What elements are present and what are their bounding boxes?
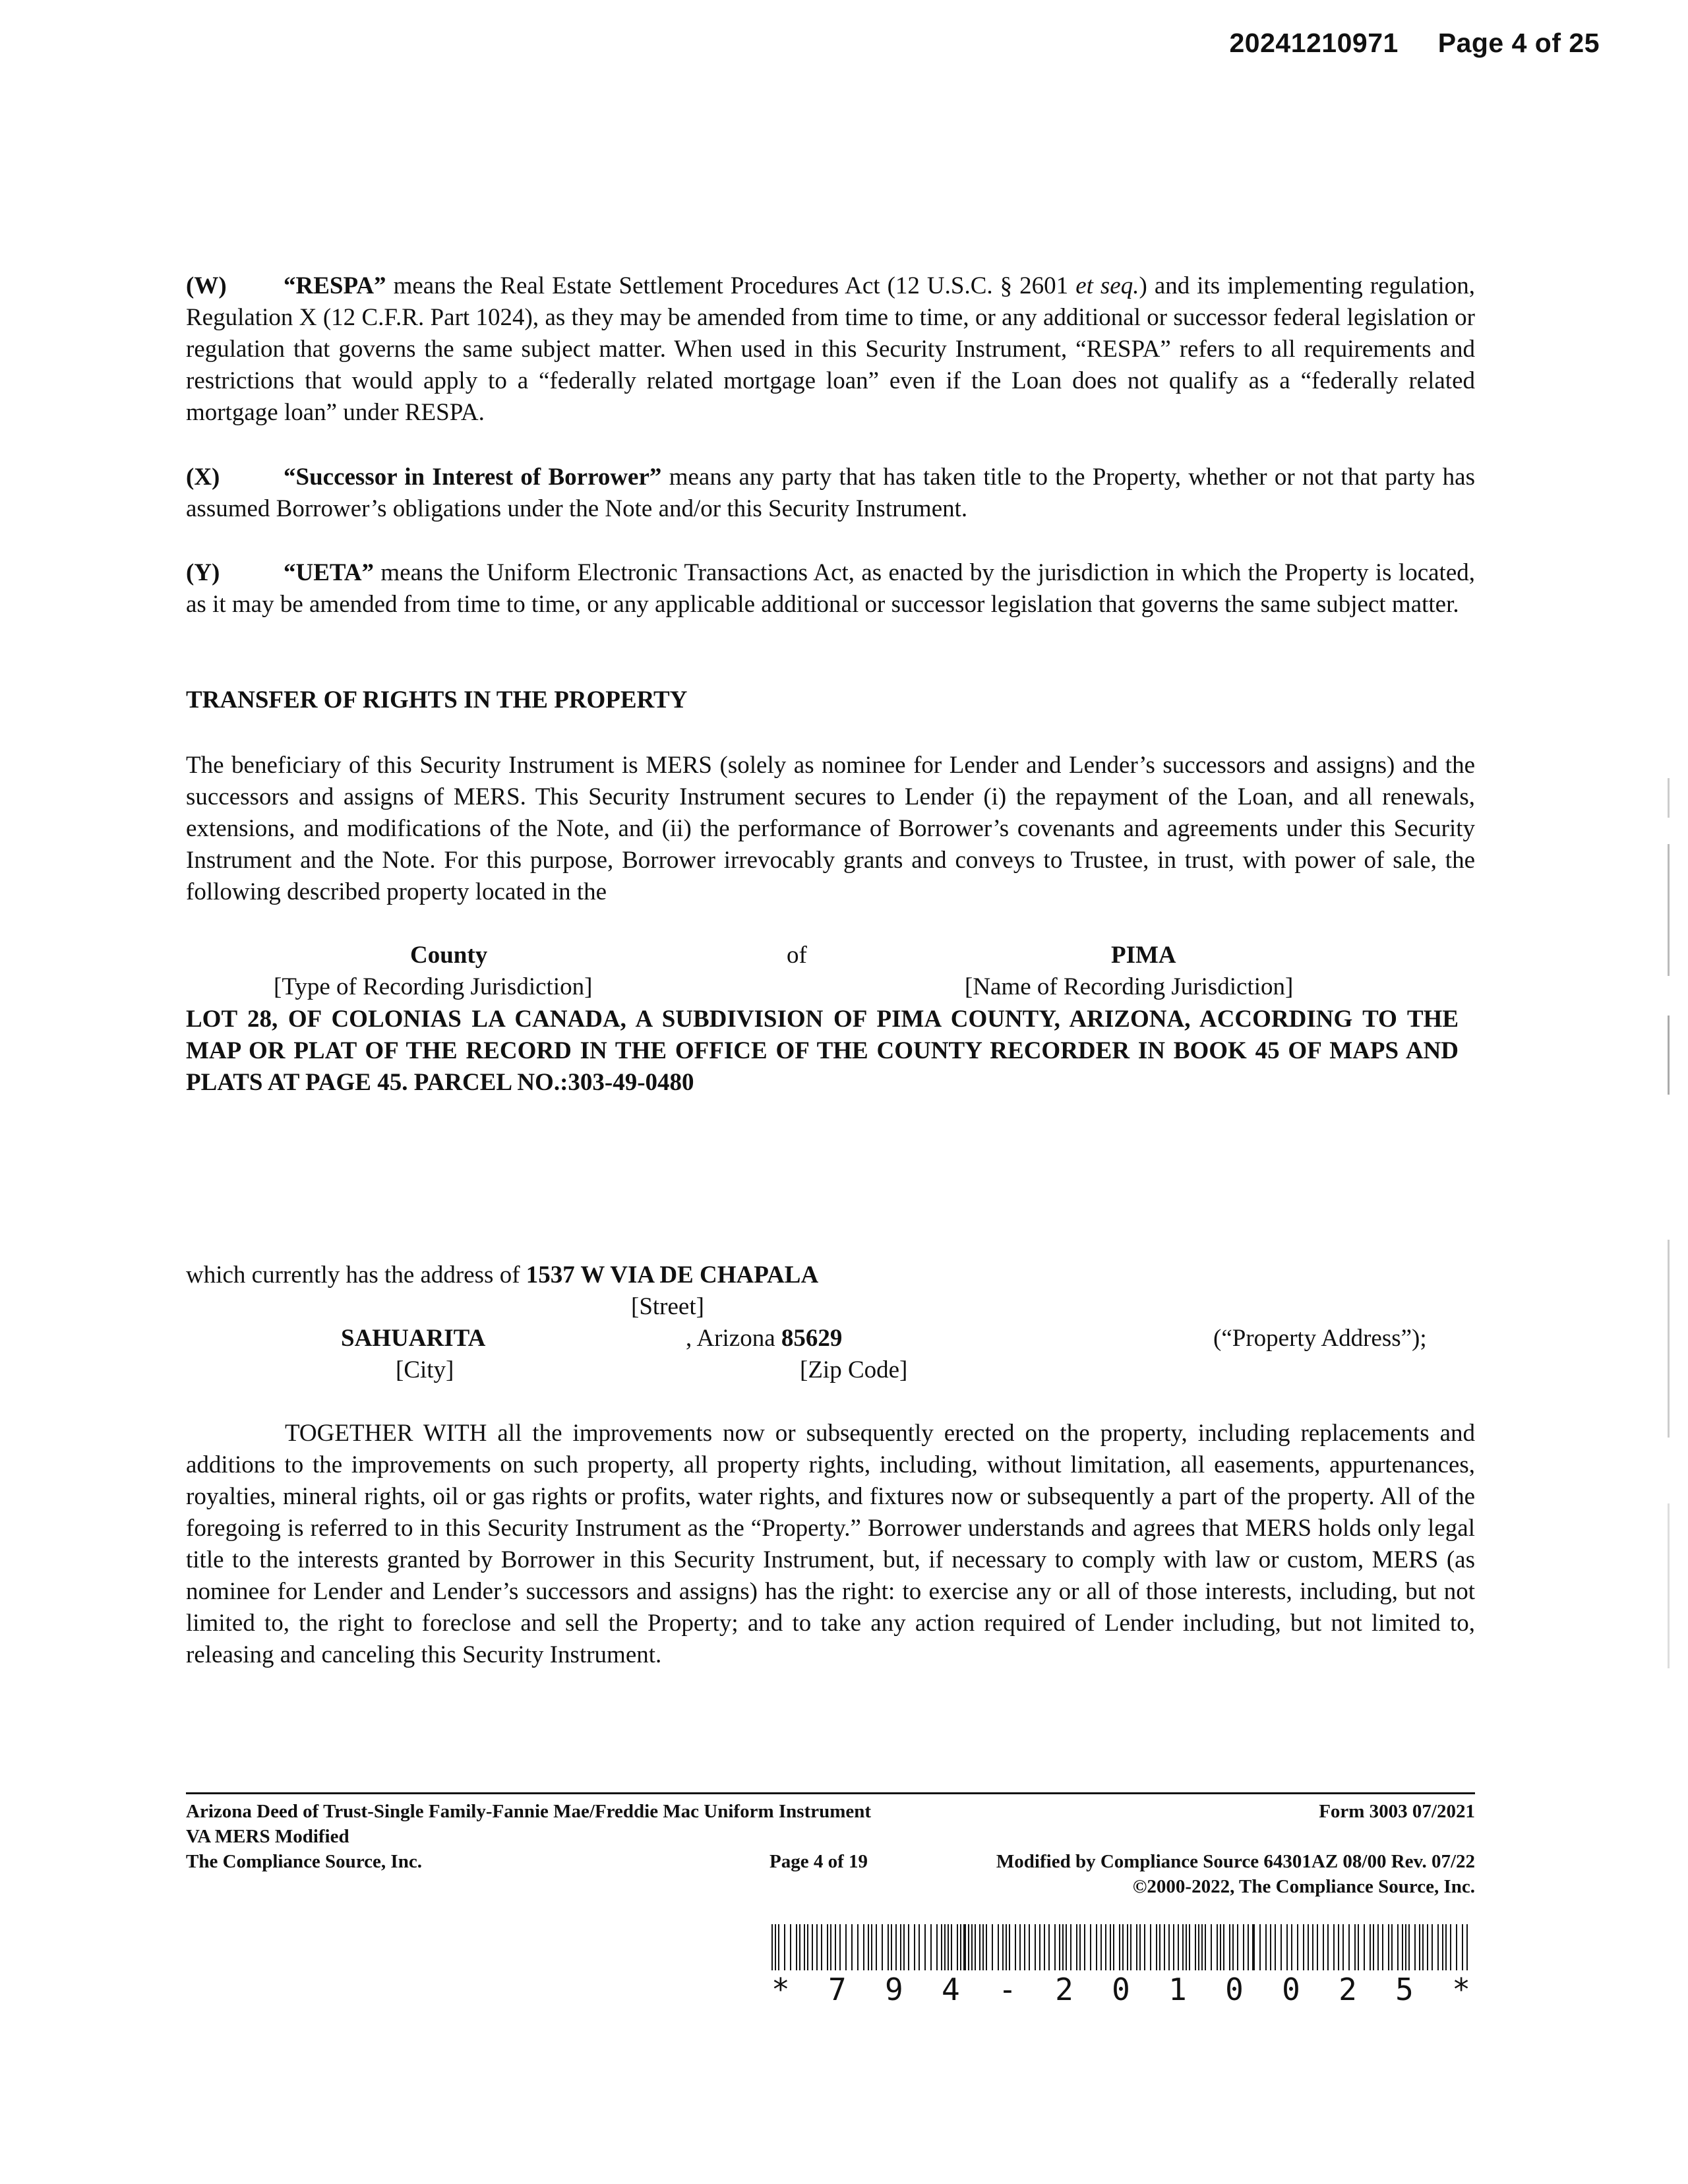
barcode-bar: [1054, 1924, 1056, 1970]
barcode-bar: [1445, 1924, 1447, 1970]
barcode-bar: [1450, 1924, 1451, 1970]
barcode-bar: [835, 1924, 836, 1970]
footer-publisher: The Compliance Source, Inc.: [186, 1851, 422, 1872]
barcode-bar: [827, 1924, 828, 1970]
barcode-bar: [1333, 1924, 1335, 1970]
barcode-bar: [1195, 1924, 1196, 1970]
barcode-bar: [1035, 1924, 1036, 1970]
barcode-bar: [1442, 1924, 1443, 1970]
barcode-bar: [1414, 1924, 1416, 1970]
barcode-bar: [1096, 1924, 1097, 1970]
barcode-bar: [986, 1924, 987, 1970]
barcode-bar: [1100, 1924, 1102, 1970]
barcode-char: 0: [1112, 1972, 1130, 2007]
barcode-bar: [1237, 1924, 1238, 1970]
barcode-bar: [960, 1924, 961, 1970]
barcode-bar: [908, 1924, 909, 1970]
barcode-char: -: [998, 1972, 1017, 2007]
barcode-bar: [1189, 1924, 1190, 1970]
barcode-bar: [1024, 1924, 1025, 1970]
transfer-paragraph: The beneficiary of this Security Instrument is MERS (solely as nominee for Lender and Lender’s successors and assigns) and the successors and assigns of MERS. This Security Instrument secures to Lender (i) the repayment of the Loan, and all renewals, extensions, and modifications of the Note, and (ii) the performance of Borrower’s covenants and agreements under this Security Instrument and the Note. For this purpose, Borrower irrevocably grants and conveys to Trustee, in trust, with power of sale, the following described property located in the: [186, 752, 1475, 905]
barcode-bar: [975, 1924, 976, 1970]
city-value: SAHUARITA: [341, 1325, 486, 1352]
definition-tag: (Y): [186, 559, 220, 586]
barcode-bar: [821, 1924, 822, 1970]
barcode-bar: [998, 1924, 999, 1970]
definition-term: “Successor in Interest of Borrower”: [284, 464, 662, 491]
barcode-bar: [1059, 1924, 1060, 1970]
barcode-bar: [1211, 1924, 1212, 1970]
state-zip: [686, 1323, 842, 1354]
footer-form-number: Form 3003 07/2021: [1319, 1801, 1475, 1822]
barcode-bar: [1377, 1924, 1379, 1970]
barcode-bar: [1168, 1924, 1170, 1970]
jurisdiction-name-caption: [Name of Recording Jurisdiction]: [965, 973, 1294, 1000]
barcode-bar: [979, 1924, 980, 1970]
zip-caption: [Zip Code]: [800, 1356, 908, 1383]
jurisdiction-of: of: [787, 942, 807, 969]
barcode-bar: [1422, 1924, 1424, 1970]
barcode-char: 5: [1395, 1972, 1414, 2007]
barcode-bar: [1297, 1924, 1298, 1970]
footer-divider: [186, 1792, 1475, 1794]
page-label: Page 4 of 25: [1437, 28, 1600, 58]
barcode-bar: [1437, 1924, 1439, 1970]
barcode-bar: [1402, 1924, 1403, 1970]
barcode-bar: [771, 1924, 773, 1970]
barcode-bar: [1323, 1924, 1324, 1970]
barcode-bar: [930, 1924, 932, 1970]
barcode-bar: [1466, 1924, 1468, 1970]
barcode-bar: [1391, 1924, 1393, 1970]
barcode-bar: [1090, 1924, 1091, 1970]
footer-page-of: Page 4 of 19: [769, 1851, 868, 1872]
barcode-bar: [1382, 1924, 1383, 1970]
barcode-bar: [1427, 1924, 1428, 1970]
barcode-bar: [1229, 1924, 1230, 1970]
barcode-bar: [845, 1924, 847, 1970]
definition-y: [186, 557, 1475, 621]
barcode-bar: [941, 1924, 942, 1970]
barcode-bar: [1070, 1924, 1071, 1970]
barcode-bar: [1373, 1924, 1374, 1970]
barcode-bar: [1286, 1924, 1288, 1970]
barcode-char: 2: [1339, 1972, 1357, 2007]
document-number: 20241210971: [1229, 28, 1399, 58]
barcode-bar: [876, 1924, 877, 1970]
barcode-bar: [895, 1924, 897, 1970]
barcode-bar: [1303, 1924, 1304, 1970]
barcode-bar: [1015, 1924, 1016, 1970]
definition-text: means the Real Estate Settlement Procedures Act (12 U.S.C. § 2601: [386, 272, 1076, 299]
barcode-char: 1: [1168, 1972, 1187, 2007]
barcode-char: 7: [828, 1972, 847, 2007]
barcode-bar: [1079, 1924, 1081, 1970]
barcode-bar: [1397, 1924, 1399, 1970]
footer-modified-by: Modified by Compliance Source 64301AZ 08/00 Rev. 07/22: [996, 1851, 1475, 1872]
barcode-bar: [948, 1924, 949, 1970]
barcode-bar: [914, 1924, 915, 1970]
barcode-bar: [1338, 1924, 1339, 1970]
barcode-bar: [1358, 1924, 1359, 1970]
barcode-bar: [1327, 1924, 1329, 1970]
barcode-bar: [1270, 1924, 1271, 1970]
barcode-bar: [1252, 1924, 1255, 1970]
barcode-bar: [1432, 1924, 1433, 1970]
page-header: [1229, 28, 1600, 59]
barcode-bar: [1182, 1924, 1184, 1970]
barcode-bar: [863, 1924, 864, 1970]
barcode-bar: [1084, 1924, 1085, 1970]
barcode-bar: [1105, 1924, 1106, 1970]
barcode-bar: [992, 1924, 993, 1970]
barcode-bar: [812, 1924, 813, 1970]
barcode-bar: [924, 1924, 926, 1970]
barcode-bar: [1009, 1924, 1010, 1970]
barcode-char: 4: [942, 1972, 960, 2007]
barcode-caption: [771, 1972, 1470, 2007]
barcode-bar: [775, 1924, 776, 1970]
barcode-bar: [1364, 1924, 1365, 1970]
barcode-bar: [1259, 1924, 1261, 1970]
barcode-char: 0: [1225, 1972, 1244, 2007]
barcode-bar: [1370, 1924, 1371, 1970]
definition-text: means the Uniform Electronic Transactions Act, as enacted by the jurisdiction in which the Property is located, as it may be amended from time to time, or any applicable additional or successor legislation that governs the same subject matter.: [186, 559, 1475, 618]
barcode-bar: [868, 1924, 869, 1970]
barcode-bar: [830, 1924, 831, 1970]
barcode-bar: [1348, 1924, 1350, 1970]
definition-italic: et seq.: [1075, 272, 1139, 299]
barcode-bar: [1150, 1924, 1151, 1970]
barcode-bar: [839, 1924, 841, 1970]
barcode-bar: [1232, 1924, 1234, 1970]
jurisdiction-type-caption: [Type of Recording Jurisdiction]: [274, 973, 593, 1000]
barcode-char: 2: [1055, 1972, 1073, 2007]
barcode-bar: [784, 1924, 785, 1970]
barcode-bar: [888, 1924, 889, 1970]
barcode-bar: [1291, 1924, 1292, 1970]
barcode-bar: [1164, 1924, 1165, 1970]
section-heading: TRANSFER OF RIGHTS IN THE PROPERTY: [186, 686, 688, 713]
property-address-label: (“Property Address”);: [1213, 1325, 1427, 1352]
barcode-bar: [1019, 1924, 1021, 1970]
barcode-bar: [936, 1924, 938, 1970]
barcode-bar: [982, 1924, 984, 1970]
barcode-bar: [796, 1924, 797, 1970]
barcode-bar: [1006, 1924, 1007, 1970]
barcode-bar: [1076, 1924, 1077, 1970]
barcode-bar: [1275, 1924, 1276, 1970]
definition-term: “RESPA”: [284, 272, 386, 299]
barcode-bar: [1354, 1924, 1356, 1970]
barcode-bar: [1173, 1924, 1174, 1970]
barcode-bar: [971, 1924, 973, 1970]
barcode-bar: [1205, 1924, 1206, 1970]
street-value: 1537 W VIA DE CHAPALA: [526, 1261, 819, 1289]
barcode-bar: [1317, 1924, 1318, 1970]
barcode-bar: [1462, 1924, 1463, 1970]
barcode-bar: [1220, 1924, 1221, 1970]
together-with-paragraph: TOGETHER WITH all the improvements now or subsequently erected on the property, including replacements and additions to the improvements on such property, all property rights, including, without limitation, all easements, appurtenances, royalties, mineral rights, oil or gas rights or profits, water rights, and fixtures now or subsequently a part of the property. All of the foregoing is referred to in this Security Instrument as the “Property.” Borrower understands and agrees that MERS holds only legal title to the interests granted by Borrower in this Security Instrument, but, if necessary to comply with law or custom, MERS (as nominee for Lender and Lender’s successors and assigns) has the right: to exercise any or all of those interests, including, but not limited to, the right to foreclose and sell the Property; and to take any action required of Lender including, but not limited to, releasing and canceling this Security Instrument.: [186, 1420, 1475, 1668]
definition-x: [186, 462, 1475, 525]
barcode-bar: [968, 1924, 969, 1970]
street-caption: [Street]: [631, 1293, 704, 1320]
barcode-bar: [1265, 1924, 1267, 1970]
barcode-bar: [1312, 1924, 1313, 1970]
barcode-bar: [1178, 1924, 1179, 1970]
barcode-bar: [1048, 1924, 1050, 1970]
barcode: [771, 1924, 1470, 1970]
definition-term: “UETA”: [284, 559, 375, 586]
definition-tag: (W): [186, 272, 227, 299]
barcode-bar: [1201, 1924, 1203, 1970]
jurisdiction-type: County: [410, 942, 488, 969]
footer-form-title: Arizona Deed of Trust-Single Family-Fannie Mae/Freddie Mac Uniform Instrument: [186, 1801, 872, 1822]
barcode-bar: [1419, 1924, 1420, 1970]
address-lead: which currently has the address of: [186, 1261, 526, 1289]
barcode-bar: [900, 1924, 901, 1970]
barcode-bar: [799, 1924, 800, 1970]
barcode-bar: [804, 1924, 805, 1970]
barcode-bar: [1110, 1924, 1111, 1970]
barcode-bar: [1002, 1924, 1004, 1970]
city-caption: [City]: [396, 1356, 454, 1383]
barcode-bar: [957, 1924, 958, 1970]
barcode-bar: [1243, 1924, 1244, 1970]
barcode-bar: [951, 1924, 952, 1970]
transfer-paragraph-block: [186, 750, 1475, 908]
barcode-bar: [1186, 1924, 1187, 1970]
barcode-bar: [919, 1924, 920, 1970]
barcode-bar: [851, 1924, 853, 1970]
barcode-bar: [1159, 1924, 1160, 1970]
state-text: , Arizona: [686, 1325, 781, 1352]
barcode-bar: [1456, 1924, 1457, 1970]
barcode-bar: [1139, 1924, 1141, 1970]
barcode-bar: [1156, 1924, 1157, 1970]
barcode-char: *: [1452, 1972, 1470, 2007]
scan-margin-marks: [1667, 778, 1671, 1767]
barcode-bar: [1144, 1924, 1145, 1970]
barcode-bar: [857, 1924, 859, 1970]
definition-text: means any party that has taken title to the Property, whether or not that party has assumed Borrower’s obligations under the Note and/or this Security Instrument.: [186, 464, 1475, 522]
barcode-bar: [1062, 1924, 1064, 1970]
barcode-bar: [1119, 1924, 1120, 1970]
barcode-bar: [1408, 1924, 1410, 1970]
legal-description: LOT 28, OF COLONIAS LA CANADA, A SUBDIVISION OF PIMA COUNTY, ARIZONA, ACCORDING TO THE MAP OR PLAT OF THE RECORD IN THE OFFICE OF THE COUNTY RECORDER IN BOOK 45 OF MAPS AND PLATS AT PAGE 45. PARCEL NO.:303-49-0480: [186, 1006, 1459, 1096]
definition-tag: (X): [186, 464, 220, 491]
barcode-bar: [1127, 1924, 1128, 1970]
barcode-bar: [882, 1924, 883, 1970]
barcode-bar: [1308, 1924, 1309, 1970]
barcode-bar: [963, 1924, 966, 1970]
definition-text-cont: ) and its implementing regulation, Regulation X (12 C.F.R. Part 1024), as they may be amended from time to time, or any additional or successor federal legislation or regulation that governs the same subject matter. When used in this Security Instrument, “RESPA” refers to all requirements and restrictions that would apply to a “federally related mortgage loan” even if the Loan does not qualify as a “federally related mortgage loan” under RESPA.: [186, 272, 1476, 426]
barcode-bar: [871, 1924, 872, 1970]
barcode-bar: [1217, 1924, 1218, 1970]
barcode-bar: [778, 1924, 779, 1970]
barcode-bar: [1281, 1924, 1282, 1970]
barcode-bar: [1198, 1924, 1199, 1970]
barcode-bar: [903, 1924, 905, 1970]
jurisdiction-name: PIMA: [1111, 942, 1176, 969]
barcode-bar: [944, 1924, 946, 1970]
barcode-bar: [1066, 1924, 1067, 1970]
barcode-char: *: [771, 1972, 790, 2007]
barcode-bar: [1136, 1924, 1137, 1970]
footer-copyright: ©2000-2022, The Compliance Source, Inc.: [1132, 1876, 1475, 1897]
barcode-bar: [1029, 1924, 1030, 1970]
definition-w: [186, 270, 1475, 429]
together-with-block: [186, 1418, 1475, 1671]
barcode-bar: [1223, 1924, 1224, 1970]
footer-modified-label: VA MERS Modified: [186, 1826, 349, 1847]
barcode-bar: [1113, 1924, 1114, 1970]
barcode-bar: [891, 1924, 892, 1970]
barcode-bar: [1039, 1924, 1040, 1970]
barcode-char: 9: [885, 1972, 903, 2007]
barcode-bar: [1122, 1924, 1124, 1970]
barcode-bar: [816, 1924, 818, 1970]
barcode-char: 0: [1282, 1972, 1300, 2007]
address-line: [186, 1259, 818, 1291]
zip-value: 85629: [781, 1325, 843, 1352]
barcode-bar: [807, 1924, 808, 1970]
barcode-bar: [1388, 1924, 1389, 1970]
barcode-bar: [1130, 1924, 1131, 1970]
barcode-bar: [1405, 1924, 1406, 1970]
barcode-bar: [1044, 1924, 1045, 1970]
barcode-bar: [1342, 1924, 1344, 1970]
barcode-bar: [790, 1924, 791, 1970]
barcode-bar: [1248, 1924, 1249, 1970]
